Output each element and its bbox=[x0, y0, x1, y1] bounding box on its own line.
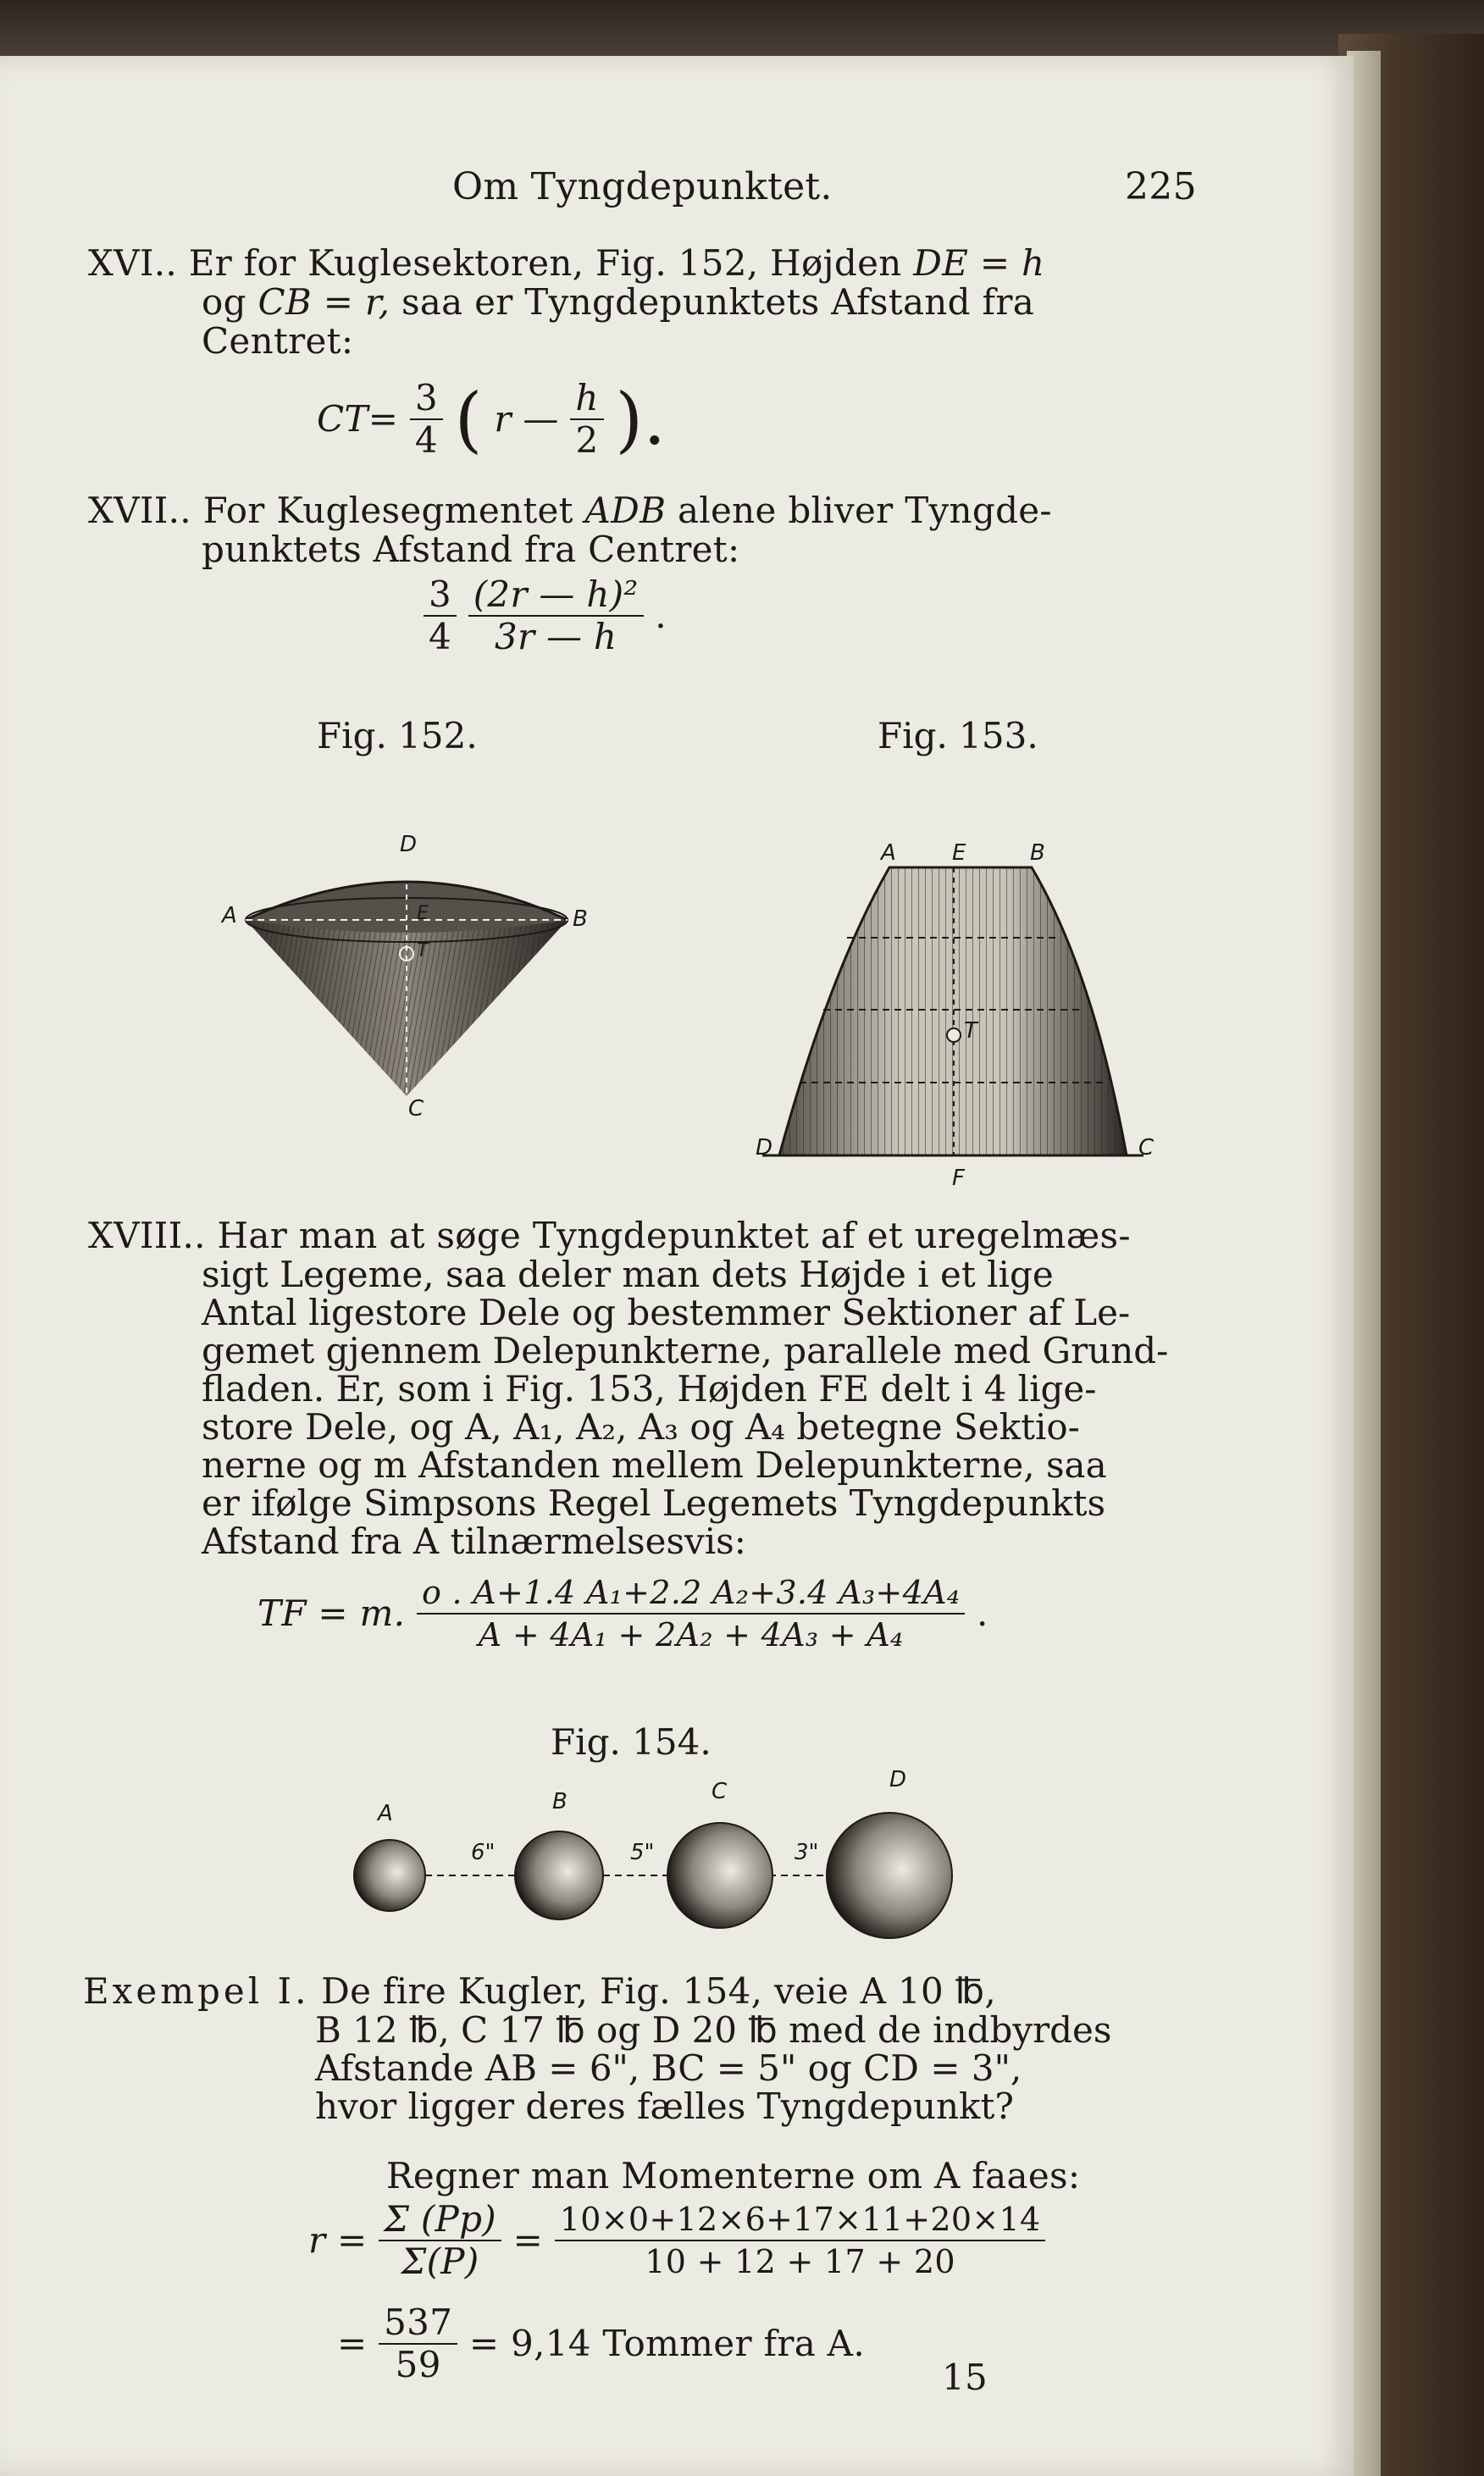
section-xvii-line2: punktets Afstand fra Centret: bbox=[202, 529, 740, 570]
fig152-caption: Fig. 152. bbox=[317, 715, 478, 756]
fig152-label-e: E bbox=[417, 903, 429, 924]
section-label: XVIII.. bbox=[88, 1215, 206, 1256]
formula-result: = $\frac{537}{59}$ = 9,14 Tommer fra A. bbox=[337, 2302, 865, 2385]
fig152-sphere-sector bbox=[212, 776, 601, 1132]
section-label: XVI.. bbox=[88, 242, 178, 284]
example-line1: Exempel I. De fire Kugler, Fig. 154, veie A 10 ℔, bbox=[83, 1970, 996, 2012]
section-label: XVII.. bbox=[88, 490, 191, 531]
fig153-label-b: B bbox=[1030, 840, 1045, 866]
fig153-label-d: D bbox=[756, 1135, 773, 1160]
fig152-label-d: D bbox=[400, 832, 418, 857]
fig153-label-a: A bbox=[881, 840, 896, 866]
fig154-label-d: D bbox=[889, 1767, 907, 1792]
fig154-label-c: C bbox=[712, 1779, 728, 1804]
fig154-spheres bbox=[339, 1801, 983, 1953]
fig152-label-a: A bbox=[222, 903, 237, 928]
book-page bbox=[0, 56, 1354, 2476]
fig152-label-b: B bbox=[573, 906, 588, 932]
fig152-label-t: T bbox=[417, 940, 429, 961]
formula-simpson: TF = m. $\frac{\text{o . A+1.4 A₁+2.2 A₂+3.4 A₃+4A₄}}{\text{A + 4A₁ + 2A₂ + 4A₃ + A₄}}$ . bbox=[257, 1574, 988, 1653]
running-title: Om Tyngdepunktet. bbox=[452, 165, 833, 208]
fig154-distance-ab: 6" bbox=[471, 1840, 496, 1865]
fig154-label-b: B bbox=[552, 1789, 568, 1814]
section-xvii-line1: XVII.. For Kuglesegmentet ADB alene bliver Tyngde- bbox=[88, 490, 1052, 531]
book-top-edge bbox=[0, 0, 1484, 59]
fig153-label-c: C bbox=[1138, 1135, 1155, 1160]
section-xvi-line2: og CB = r, saa er Tyngdepunktets Afstand fra bbox=[202, 281, 1035, 323]
formula-segment: $\frac{3}{4}$ $\frac{\text{(2r — h)²}}{3r — h}$ . bbox=[424, 574, 667, 657]
formula-center: r = $\frac{\Sigma (Pp)}{\Sigma(P)}$ = $\frac{10\times 0+12\times 6+17\times 11+20\times 14}{10 + 12 + 17 + 20}$ bbox=[308, 2199, 1045, 2282]
fig153-label-f: F bbox=[952, 1166, 965, 1191]
signature-mark: 15 bbox=[942, 2357, 988, 2398]
section-xviii-line1: XVIII.. Har man at søge Tyngdepunktet af et uregelmæs- bbox=[88, 1215, 1131, 1256]
fig154-label-a: A bbox=[378, 1801, 393, 1826]
fig152-label-c: C bbox=[408, 1096, 424, 1122]
fig154-distance-bc: 5" bbox=[630, 1840, 655, 1865]
page-number: 225 bbox=[1125, 165, 1197, 208]
fig154-distance-cd: 3" bbox=[795, 1840, 819, 1865]
fig153-label-t: T bbox=[964, 1018, 977, 1044]
section-xvi-line3: Centret: bbox=[202, 320, 354, 362]
fig153-irregular-body bbox=[762, 844, 1155, 1174]
section-xviii-body: sigt Legeme, saa deler man dets Højde i et lige Antal ligestore Dele og bestemmer Sektioner af Le- gemet gjennem Delepunkterne, parallele med Grund- fladen. Er, som i Fig. 153, Højden FE delt i 4 lige- store Dele, og A, A₁, A₂, A₃ og A₄ betegne Sektio- nerne og m Afstanden mellem Delepunkterne, saa er ifølge Simpsons Regel Legemets Tyngdepunkts Afstand fra A tilnærmelsesvis: bbox=[202, 1254, 1169, 1562]
moment-line: Regner man Momenterne om A faaes: bbox=[386, 2155, 1081, 2196]
section-xvi-line1: XVI.. Er for Kuglesektoren, Fig. 152, Højden DE = h bbox=[88, 242, 1045, 284]
fig153-caption: Fig. 153. bbox=[878, 715, 1038, 756]
fig153-label-e: E bbox=[952, 840, 966, 866]
formula-ct: CT= $\frac{3}{4}$ ( r — $\frac{h}{2}$ ). bbox=[317, 377, 667, 461]
fig154-caption: Fig. 154. bbox=[551, 1721, 712, 1763]
example-body: B 12 ℔, C 17 ℔ og D 20 ℔ med de indbyrdes Afstande AB = 6", BC = 5" og CD = 3", hvor ligger deres fælles Tyngdepunkt? bbox=[315, 2009, 1112, 2127]
example-label: Exempel I. bbox=[83, 1970, 310, 2012]
